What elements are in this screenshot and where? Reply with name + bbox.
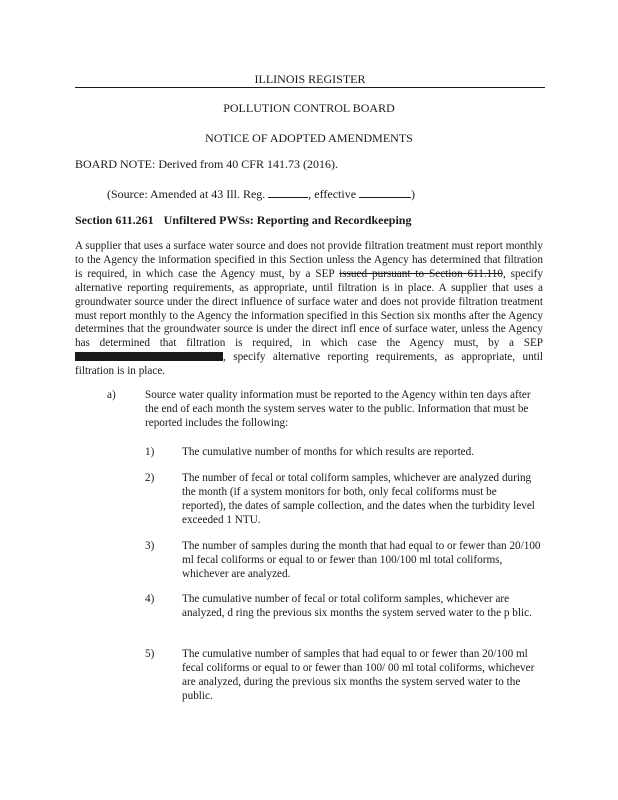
board-title: POLLUTION CONTROL BOARD xyxy=(223,101,395,115)
source-middle: , effective xyxy=(308,187,360,201)
subsection-a-text: Source water quality information must be reported to the Agency within ten days after the end of each month the system serves water to the public. Information that must be reported includes the following: xyxy=(145,389,531,429)
list-item-number: 3) xyxy=(145,540,155,552)
board-note: BOARD NOTE: Derived from 40 CFR 141.73 (2016). xyxy=(75,157,338,171)
intro-part-3: , specify alternative reporting requirements, as appropriate, until filtration is in place. xyxy=(75,351,543,378)
intro-part-1: A supplier that uses a surface water source and does not provide filtration treatment must report monthly to the Agency the information specified in this Section unless the Agency has determined that filtration is required, in which case the Agency must, by a SEP xyxy=(75,240,543,280)
source-line xyxy=(107,186,415,201)
redaction-bar xyxy=(75,352,223,361)
list-item-number: 5) xyxy=(145,648,155,660)
section-heading xyxy=(75,213,411,227)
list-item-number: 1) xyxy=(145,446,155,458)
notice-title: NOTICE OF ADOPTED AMENDMENTS xyxy=(205,131,413,145)
effective-date-blank xyxy=(359,186,411,198)
source-suffix: ) xyxy=(411,187,416,201)
section-title: Unfiltered PWSs: Reporting and Recordkeeping xyxy=(163,213,412,227)
subsection-a-label: a) xyxy=(107,389,116,401)
list-item-number: 2) xyxy=(145,472,155,484)
list-item-text: The number of fecal or total coliform samples, whichever are analyzed during the month (if a system monitors for both, only fecal coliforms must be reported), the dates of sample collection, and the dates when the turbidity level exceeded 1 NTU. xyxy=(182,472,535,526)
list-item-text: The cumulative number of samples that had equal to or fewer than 20/100 ml fecal coliforms or equal to or fewer than 100/ 00 ml total coliforms, whichever are analyzed, during the previous six months the system served water to the public. xyxy=(182,648,535,702)
source-prefix: (Source: Amended at 43 Ill. Reg. xyxy=(107,187,269,201)
section-number: Section 611.261 xyxy=(75,213,154,227)
struck-text: issued pursuant to Section 611.110 xyxy=(339,267,503,280)
list-item-text: The cumulative number of fecal or total coliform samples, whichever are analyzed, d ring the previous six months the system served water to the p blic. xyxy=(182,593,532,619)
register-volume-blank xyxy=(268,186,308,198)
intro-part-2: , specify alternative reporting requirements, as appropriate, until filtration is in place. A supplier that uses a groundwater source under the direct influence of surface water and does not provide filtration treatment must report monthly to the Agency the information specified in this Section six months after the Agency determines that the groundwater source is under the direct infl ence of surface water, unless the Agency has determined that filtration is required, in which case the Agency must, by a SEP xyxy=(75,267,543,350)
register-header: ILLINOIS REGISTER xyxy=(75,72,545,88)
intro-paragraph xyxy=(75,240,543,379)
list-item-text: The number of samples during the month that had equal to or fewer than 20/100 ml fecal coliforms or equal to or fewer than 100/100 ml total coliforms, whichever are analyzed. xyxy=(182,540,541,580)
list-item-number: 4) xyxy=(145,593,155,605)
list-item-text: The cumulative number of months for which results are reported. xyxy=(182,446,475,458)
